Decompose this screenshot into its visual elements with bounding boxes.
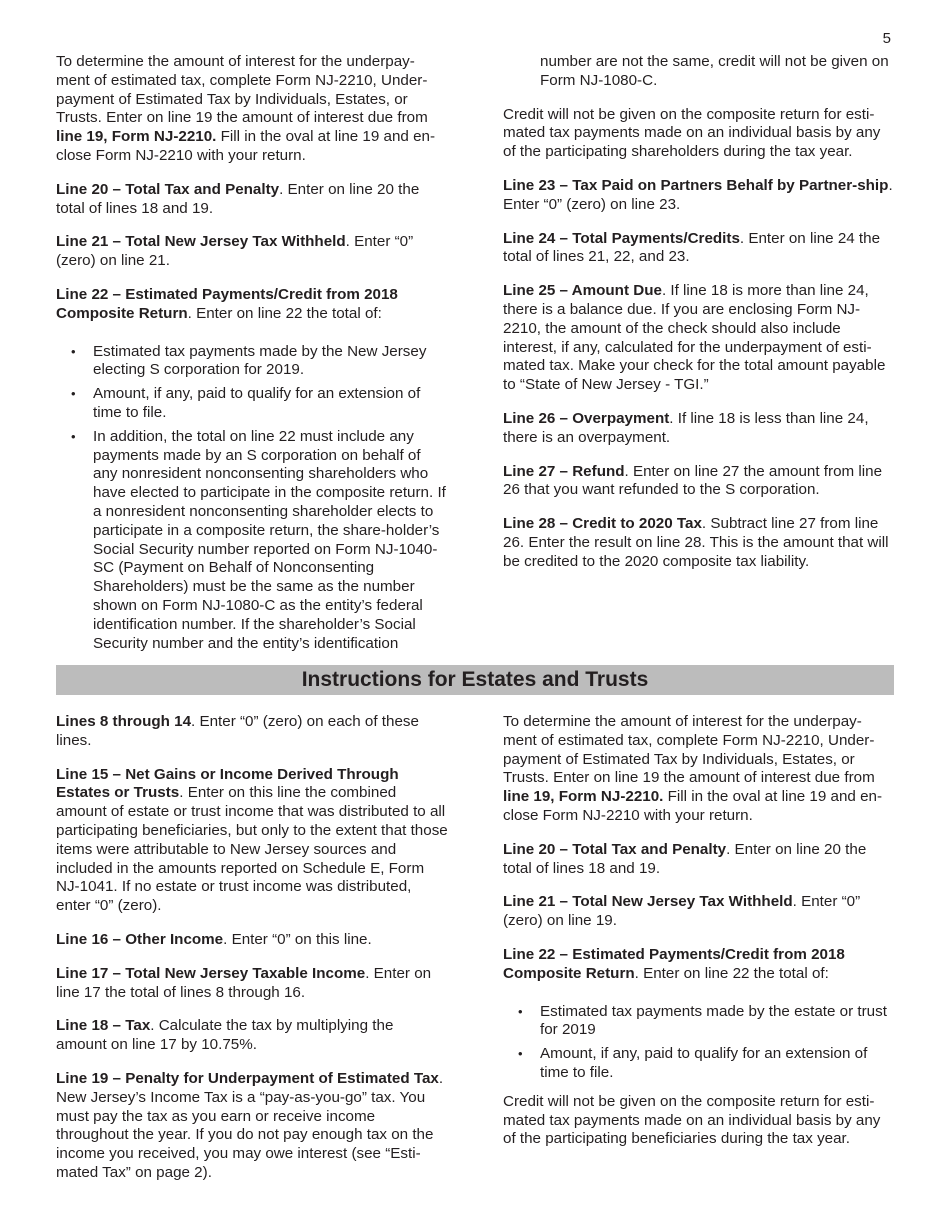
lines-8-14-instruction: Lines 8 through 14. Enter “0” (zero) on each of these lines. (56, 713, 419, 749)
line-22-instruction: Line 22 – Estimated Payments/Credit from 2018 Composite Return. Enter on line 22 the total of: (56, 285, 398, 322)
bullet-continuation: number are not the same, credit will not be given on Form NJ-1080-C. (540, 53, 889, 89)
line-18-instruction: Line 18 – Tax. Calculate the tax by multiplying the amount on line 17 by 10.75%. (56, 1017, 394, 1054)
top-right-column (503, 53, 895, 587)
list-item: • Amount, if any, paid to qualify for an extension of time to file. (540, 1045, 895, 1083)
line-23-instruction: Line 23 – Tax Paid on Partners Behalf by Partner-ship. Enter “0” (zero) on line 23. (503, 176, 893, 213)
line-28-instruction: Line 28 – Credit to 2020 Tax. Subtract line 27 from line 26. Enter the result on line 28. This is the amount that will be credited to the 2020 composite tax liability. (503, 515, 889, 570)
line-26-instruction: Line 26 – Overpayment. If line 18 is less than line 24, there is an overpayment. (503, 409, 869, 446)
credit-note: Credit will not be given on the composite return for esti-mated tax payments made on an individual basis by any of the participating shareholders during the tax year. (503, 105, 881, 161)
list-item: • Amount, if any, paid to qualify for an extension of time to file. (93, 385, 448, 423)
line-22-bullet-list (503, 1003, 895, 1083)
list-item: • Estimated tax payments made by the New Jersey electing S corporation for 2019. (93, 343, 448, 381)
interest-paragraph: To determine the amount of interest for the underpay-ment of estimated tax, complete Form NJ-2210, Under-payment of Estimated Tax by Individuals, Estates, or Trusts. Enter on line 19 the amount of interest due from line 19, Form NJ-2210. Fill in the oval at line 19 and en-close Form NJ-2210 with your return. (503, 713, 883, 824)
section-title: Instructions for Estates and Trusts (56, 665, 894, 695)
line-20-instruction: Line 20 – Total Tax and Penalty. Enter on line 20 the total of lines 18 and 19. (56, 180, 420, 217)
line-20-instruction: Line 20 – Total Tax and Penalty. Enter on line 20 the total of lines 18 and 19. (503, 840, 867, 877)
line-27-instruction: Line 27 – Refund. Enter on line 27 the amount from line 26 that you want refunded to the S corporation. (503, 462, 883, 499)
line-21-instruction: Line 21 – Total New Jersey Tax Withheld. Enter “0” (zero) on line 21. (56, 233, 414, 270)
line-25-instruction: Line 25 – Amount Due. If line 18 is more than line 24, there is a balance due. If you are enclosing Form NJ-2210, the amount of the check should also include interest, if any, calculated for the underpayment of esti-mated tax. Make your check for the total amount payable to “State of New Jersey - TGI.” (503, 282, 886, 394)
page-number: 5 (882, 30, 891, 47)
line-24-instruction: Line 24 – Total Payments/Credits. Enter on line 24 the total of lines 21, 22, and 23. (503, 229, 881, 266)
line-22-instruction: Line 22 – Estimated Payments/Credit from 2018 Composite Return. Enter on line 22 the total of: (503, 945, 845, 982)
line-21-instruction: Line 21 – Total New Jersey Tax Withheld. Enter “0” (zero) on line 19. (503, 893, 861, 930)
line-19-instruction: Line 19 – Penalty for Underpayment of Estimated Tax. New Jersey’s Income Tax is a “pay-as-you-go” tax. You must pay the tax as you earn or receive income throughout the year. If you do not pay enough tax on the income you received, you may owe interest (see “Esti-mated Tax” on page 2). (56, 1069, 444, 1181)
interest-paragraph: To determine the amount of interest for the underpay-ment of estimated tax, complete Form NJ-2210, Under-payment of Estimated Tax by Individuals, Estates, or Trusts. Enter on line 19 the amount of interest due from line 19, Form NJ-2210. Fill in the oval at line 19 and en-close Form NJ-2210 with your return. (56, 53, 436, 164)
credit-note: Credit will not be given on the composite return for esti-mated tax payments made on an individual basis by any of the participating beneficiaries during the tax year. (503, 1092, 881, 1148)
line-15-instruction: Line 15 – Net Gains or Income Derived Through Estates or Trusts. Enter on this line the combined amount of estate or trust income that was distributed to all participating beneficiaries, but only to the extent that those items were attributable to New Jersey sources and included in the amounts reported on Schedule E, Form NJ-1041. If no estate or trust income was distributed, enter “0” (zero). (56, 765, 448, 915)
list-item: • In addition, the total on line 22 must include any payments made by an S corporation on behalf of any nonresident nonconsenting shareholders who have elected to participate in the composite return. If a nonresident nonconsenting shareholder elects to participate in a composite return, the share-holder’s Social Security number reported on Form NJ-1040-SC (Payment on Behalf of Nonconsenting Shareholders) must be the same as the number shown on Form NJ-1080-C as the entity’s federal identification number. If the shareholder’s Social Security number and the entity’s identification (93, 428, 448, 654)
line-17-instruction: Line 17 – Total New Jersey Taxable Income. Enter on line 17 the total of lines 8 through 16. (56, 964, 432, 1001)
bottom-right-column (503, 713, 895, 1164)
line-16-instruction: Line 16 – Other Income. Enter “0” on this line. (56, 930, 372, 948)
list-item: • Estimated tax payments made by the estate or trust for 2019 (540, 1003, 895, 1041)
line-22-bullet-list (56, 343, 448, 654)
top-left-column (56, 53, 448, 658)
bottom-left-column (56, 713, 448, 1198)
